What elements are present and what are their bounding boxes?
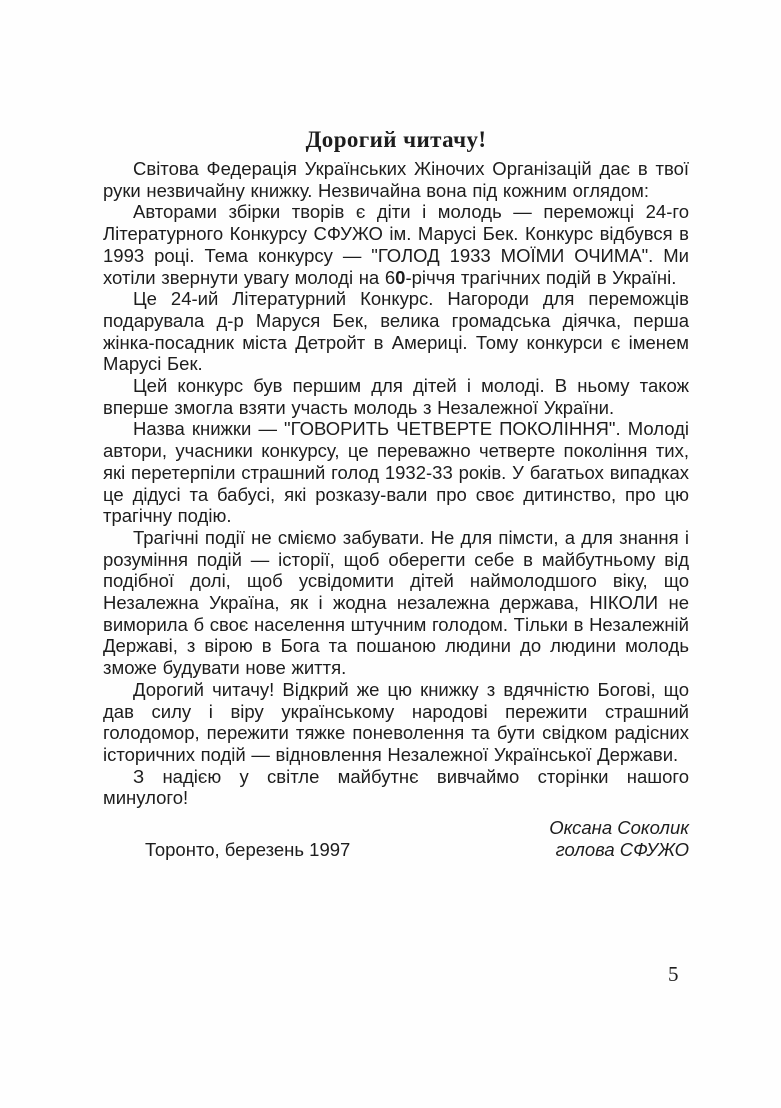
paragraph-segment: Авторами збірки творів є діти і молодь — переможці 24-го Літературного Конкурсу СФУЖО ім. Марусі Бек. Конкурс відбувся в 1993 році. Тема конкурсу — "ГОЛОД 1933 МОЇМИ ОЧИМА". Ми хотіли звернути увагу молоді на 6 (103, 201, 689, 288)
signature-name: Оксана Соколик (549, 817, 689, 839)
paragraph-segment: Дорогий читачу! Відкрий же цю книжку з вдячністю Богові, що дав силу і віру українському народові пережити страшний голодомор, пережити тяжке поневолення та бути свідком радісних історичних подій — відновлення Незалежної Української Держави. (103, 678, 689, 765)
body-paragraph (103, 418, 689, 527)
page-number: 5 (668, 962, 679, 986)
body-paragraph (103, 158, 689, 201)
body-text (103, 158, 689, 861)
body-paragraphs (103, 158, 689, 809)
paragraph-segment: З надією у світле майбутнє вивчаймо сторінки нашого минулого! (103, 765, 689, 809)
body-paragraph (103, 288, 689, 375)
paragraph-segment: Світова Федерація Українських Жіночих Організацій дає в твої руки незвичайну книжку. Незвичайна вона під кожним оглядом: (103, 158, 689, 201)
body-paragraph (103, 201, 689, 288)
body-paragraph (103, 375, 689, 418)
body-paragraph (103, 679, 689, 766)
overstruck-character: 0 (395, 266, 406, 288)
paragraph-segment: Назва книжки — "ГОВОРИТЬ ЧЕТВЕРТЕ ПОКОЛІННЯ". Молоді автори, учасники конкурсу, це переважно четверте покоління тих, які перетерпіли страшний голод 1932-33 років. У багатьох випадках це дідусі та бабусі, які розказу-вали про своє дитинство, про цю трагічну подію. (103, 418, 689, 527)
body-paragraph (103, 766, 689, 809)
dateline: Торонто, березень 1997 (145, 838, 351, 860)
signature-row (103, 839, 689, 861)
body-paragraph (103, 527, 689, 679)
paragraph-segment: Це 24-ий Літературний Конкурс. Нагороди для переможців подарувала д-р Маруся Бек, велика громадська діячка, перша жінка-посадник міста Детройт в Америці. Тому конкурси є іменем Марусі Бек. (103, 288, 689, 375)
paragraph-segment: Трагічні події не сміємо забувати. Не для пімсти, а для знання і розуміння подій — історії, щоб оберегти себе в майбутньому від подібної долі, щоб усвідомити дітей наймолодшого віку, що Незалежна Україна, як і жодна незалежна держава, НІКОЛИ не виморила б своє населення штучним голодом. Тільки в Незалежній Державі, з вірою в Бога та пошаною людини до людини молодь зможе будувати нове життя. (103, 526, 689, 679)
paragraph-segment: -річчя трагічних подій в Україні. (405, 266, 677, 288)
signature-role: голова СФУЖО (555, 838, 689, 860)
page-title: Дорогий читачу! (305, 127, 487, 152)
paragraph-segment: Цей конкурс був першим для дітей і молоді. В ньому також вперше змогла взяти участь молодь з Незалежної України. (103, 375, 689, 418)
